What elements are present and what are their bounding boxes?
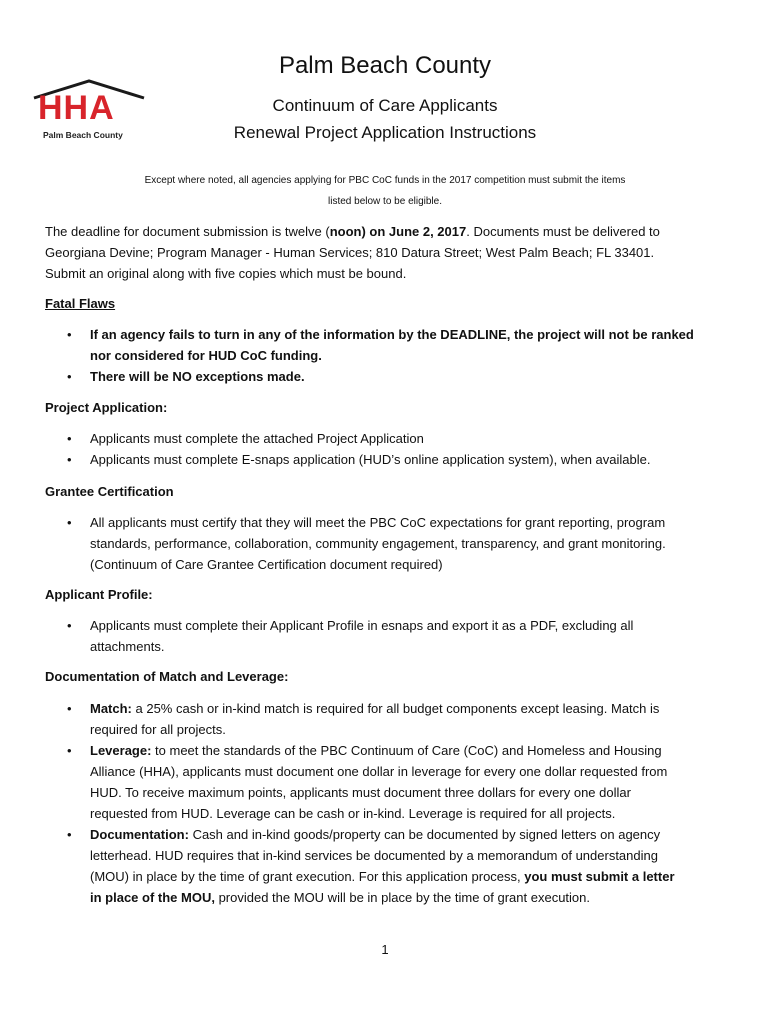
page-subtitle-2: Renewal Project Application Instructions	[233, 123, 537, 142]
logo-text: HHA	[38, 89, 115, 127]
deadline-line-2: Georgiana Devine; Program Manager - Human Services; 810 Datura Street; West Palm Beach; FL 33401.	[45, 245, 655, 260]
grantee-line-3: (Continuum of Care Grantee Certification document required)	[90, 557, 443, 572]
bullet-icon: •	[67, 452, 72, 467]
intro-line-2: listed below to be eligible.	[328, 196, 442, 207]
match-line-1: Match: a 25% cash or in-kind match is required for all budget components except leasing. Match is	[90, 701, 660, 716]
bullet-icon: •	[67, 369, 72, 384]
fatal-bullet-1-line-2: nor considered for HUD CoC funding.	[90, 348, 322, 363]
match-leverage-heading: Documentation of Match and Leverage:	[45, 669, 289, 684]
page-title: Palm Beach County	[278, 52, 492, 79]
project-bullet-2: Applicants must complete E-snaps application (HUD’s online application system), when available.	[90, 452, 651, 467]
documentation-line-2: letterhead. HUD requires that in-kind services be documented by a memorandum of understanding	[90, 848, 658, 863]
fatal-bullet-2: There will be NO exceptions made.	[90, 369, 305, 384]
bullet-icon: •	[67, 701, 72, 716]
leverage-line-4: requested from HUD. Leverage can be cash or in-kind. Leverage is required for all projects.	[90, 806, 616, 821]
fatal-bullet-1-line-1: If an agency fails to turn in any of the information by the DEADLINE, the project will not be ranked	[90, 327, 694, 342]
logo-subtitle: Palm Beach County	[43, 130, 123, 140]
deadline-line-3: Submit an original along with five copies which must be bound.	[45, 266, 407, 281]
applicant-profile-heading: Applicant Profile:	[45, 587, 153, 602]
fatal-flaws-heading: Fatal Flaws	[45, 296, 116, 311]
deadline-line-1: The deadline for document submission is twelve (noon) on June 2, 2017. Documents must be delivered to	[45, 224, 660, 239]
intro-line-1: Except where noted, all agencies applying for PBC CoC funds in the 2017 competition must submit the items	[144, 175, 626, 186]
match-line-2: required for all projects.	[90, 722, 226, 737]
bullet-icon: •	[67, 431, 72, 446]
leverage-line-1: Leverage: to meet the standards of the PBC Continuum of Care (CoC) and Homeless and Housing	[90, 743, 662, 758]
page-number: 1	[381, 942, 389, 957]
bullet-icon: •	[67, 618, 72, 633]
page-subtitle: Continuum of Care Applicants	[272, 96, 498, 115]
leverage-line-2: Alliance (HHA), applicants must document one dollar in leverage for every one dollar requested from	[90, 764, 668, 779]
profile-line-1: Applicants must complete their Applicant Profile in esnaps and export it as a PDF, excluding all	[90, 618, 634, 633]
leverage-line-3: HUD. To receive maximum points, applicants must document three dollars for every one dollar	[90, 785, 631, 800]
profile-line-2: attachments.	[90, 639, 165, 654]
bullet-icon: •	[67, 827, 72, 842]
grantee-line-1: All applicants must certify that they will meet the PBC CoC expectations for grant reporting, program	[90, 515, 666, 530]
project-bullet-1: Applicants must complete the attached Project Application	[90, 431, 424, 446]
bullet-icon: •	[67, 327, 72, 342]
bullet-icon: •	[67, 743, 72, 758]
grantee-line-2: standards, performance, collaboration, community engagement, transparency, and grant monitoring.	[90, 536, 666, 551]
documentation-line-4: in place of the MOU, provided the MOU will be in place by the time of grant execution.	[90, 890, 590, 905]
documentation-line-3: (MOU) in place by the time of grant execution. For this application process, you must submit a letter	[90, 869, 675, 884]
bullet-icon: •	[67, 515, 72, 530]
documentation-line-1: Documentation: Cash and in-kind goods/property can be documented by signed letters on agency	[90, 827, 661, 842]
grantee-certification-heading: Grantee Certification	[45, 484, 174, 499]
project-application-heading: Project Application:	[45, 400, 168, 415]
